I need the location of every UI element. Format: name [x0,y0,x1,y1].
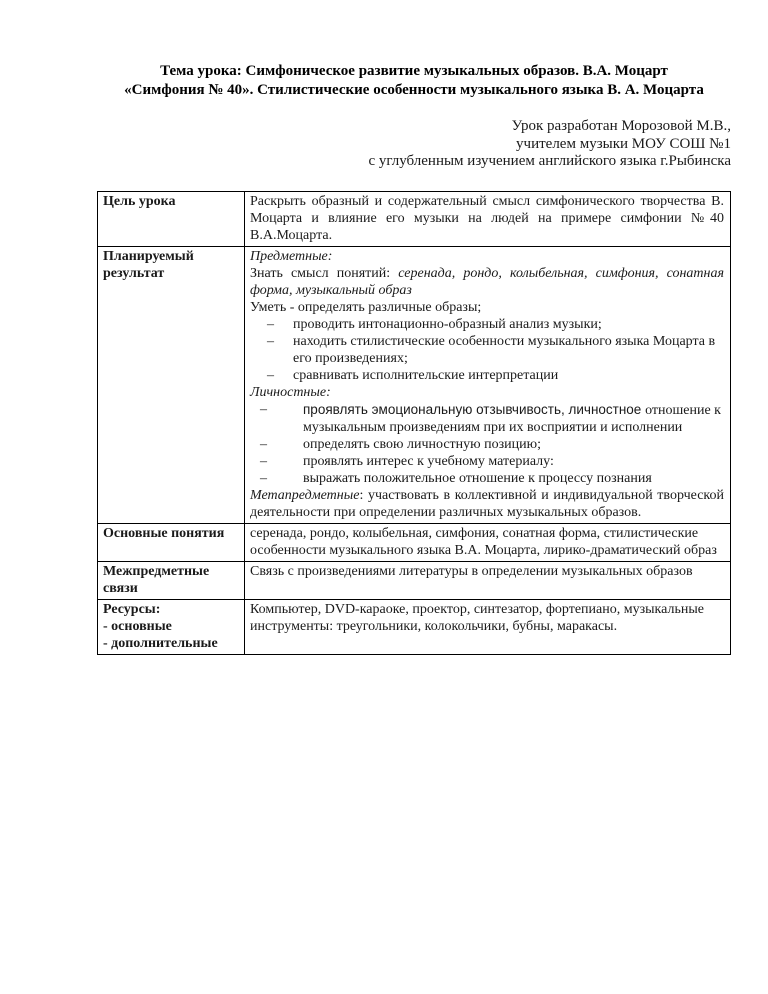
author-line-3: с углубленным изучением английского языка г.Рыбинска [368,153,731,169]
dash-marker: – [260,401,267,417]
lesson-title-line-1: Тема урока: Симфоническое развитие музыкальных образов. В.А. Моцарт [160,63,668,79]
author-line-1: Урок разработан Морозовой М.В., [511,118,731,134]
list-item [250,401,724,436]
table-row-goal [98,191,731,246]
dash-marker: – [267,367,274,383]
meta-results-heading: Метапредметные [250,487,360,503]
lesson-title [97,62,731,100]
list-item-text: определять свою личностную позицию; [303,436,541,452]
row-label-key-concepts: Основные понятия [98,523,245,561]
list-item-text: проводить интонационно-образный анализ музыки; [293,316,602,332]
row-label-interdisciplinary: Межпредметные связи [98,561,245,599]
list-item [250,333,724,367]
list-item-text: сравнивать исполнительские интерпретации [293,367,559,383]
know-terms-paragraph [250,265,724,299]
know-terms-prefix: Знать смысл понятий: [250,265,399,281]
table-row-planned-result [98,246,731,523]
list-item-text-sans: проявлять эмоциональную отзывчивость, личностное [303,401,646,417]
row-value-resources [245,599,731,654]
document-content [97,62,731,655]
know-terms-list: серенада, рондо, колыбельная, симфония, сонатная форма, музыкальный образ [250,265,724,298]
table-row-key-concepts [98,523,731,561]
personal-results-heading: Личностные: [250,384,331,400]
subject-results-heading: Предметные: [250,248,333,264]
row-value-key-concepts: серенада, рондо, колыбельная, симфония, сонатная форма, стилистические особенности музыкального языка В.А. Моцарта, лирико-драматический образ [245,523,731,561]
row-value-goal: Раскрыть образный и содержательный смысл симфонического творчества В. Моцарта и влияние его музыки на людей на примере симфонии №40 В.А.Моцарта. [245,191,731,246]
row-label-goal: Цель урока [98,191,245,246]
list-item-text-serif: отношение к музыкальным произведениям при их восприятии и исполнении [303,402,721,435]
resources-label-line: Ресурсы: [103,601,161,617]
row-value-planned-result [245,246,731,523]
row-label-planned-result: Планируемый результат [98,246,245,523]
meta-results-paragraph [250,487,724,521]
author-block [97,118,731,171]
lesson-plan-table [97,191,731,655]
resources-text: Компьютер, DVD-караоке, проектор, синтезатор, фортепиано, музыкальные инструменты: треугольники, колокольчики, бубны, маракасы. [250,601,704,634]
resources-label-line: - дополнительные [103,635,218,651]
table-row-interdisciplinary [98,561,731,599]
author-line-2: учителем музыки МОУ СОШ №1 [516,135,731,152]
meta-results-text: : участвовать в коллективной и индивидуальной творческой деятельности при определении различных музыкальных образов. [250,487,724,520]
list-item-text: находить стилистические особенности музыкального языка Моцарта в его произведениях; [293,333,716,366]
resources-label-line: - основные [103,618,172,634]
list-item [250,453,724,470]
able-line: Уметь - определять различные образы; [250,299,482,315]
list-item [250,470,724,487]
dash-marker: – [267,333,274,349]
list-item [250,367,724,384]
row-value-interdisciplinary: Связь с произведениями литературы в определении музыкальных образов [245,561,731,599]
dash-marker: – [260,453,267,469]
list-item [250,436,724,453]
dash-marker: – [260,470,267,486]
list-item [250,316,724,333]
list-item-text: проявлять интерес к учебному материалу: [303,453,554,469]
dash-marker: – [267,316,274,332]
lesson-title-line-2: «Симфония № 40». Стилистические особенности музыкального языка В. А. Моцарта [124,82,704,98]
row-label-resources [98,599,245,654]
resources-bottom-space [250,635,724,651]
list-item-text [303,401,724,436]
list-item-text: выражать положительное отношение к процессу познания [303,470,652,486]
dash-marker: – [260,436,267,452]
table-row-resources [98,599,731,654]
